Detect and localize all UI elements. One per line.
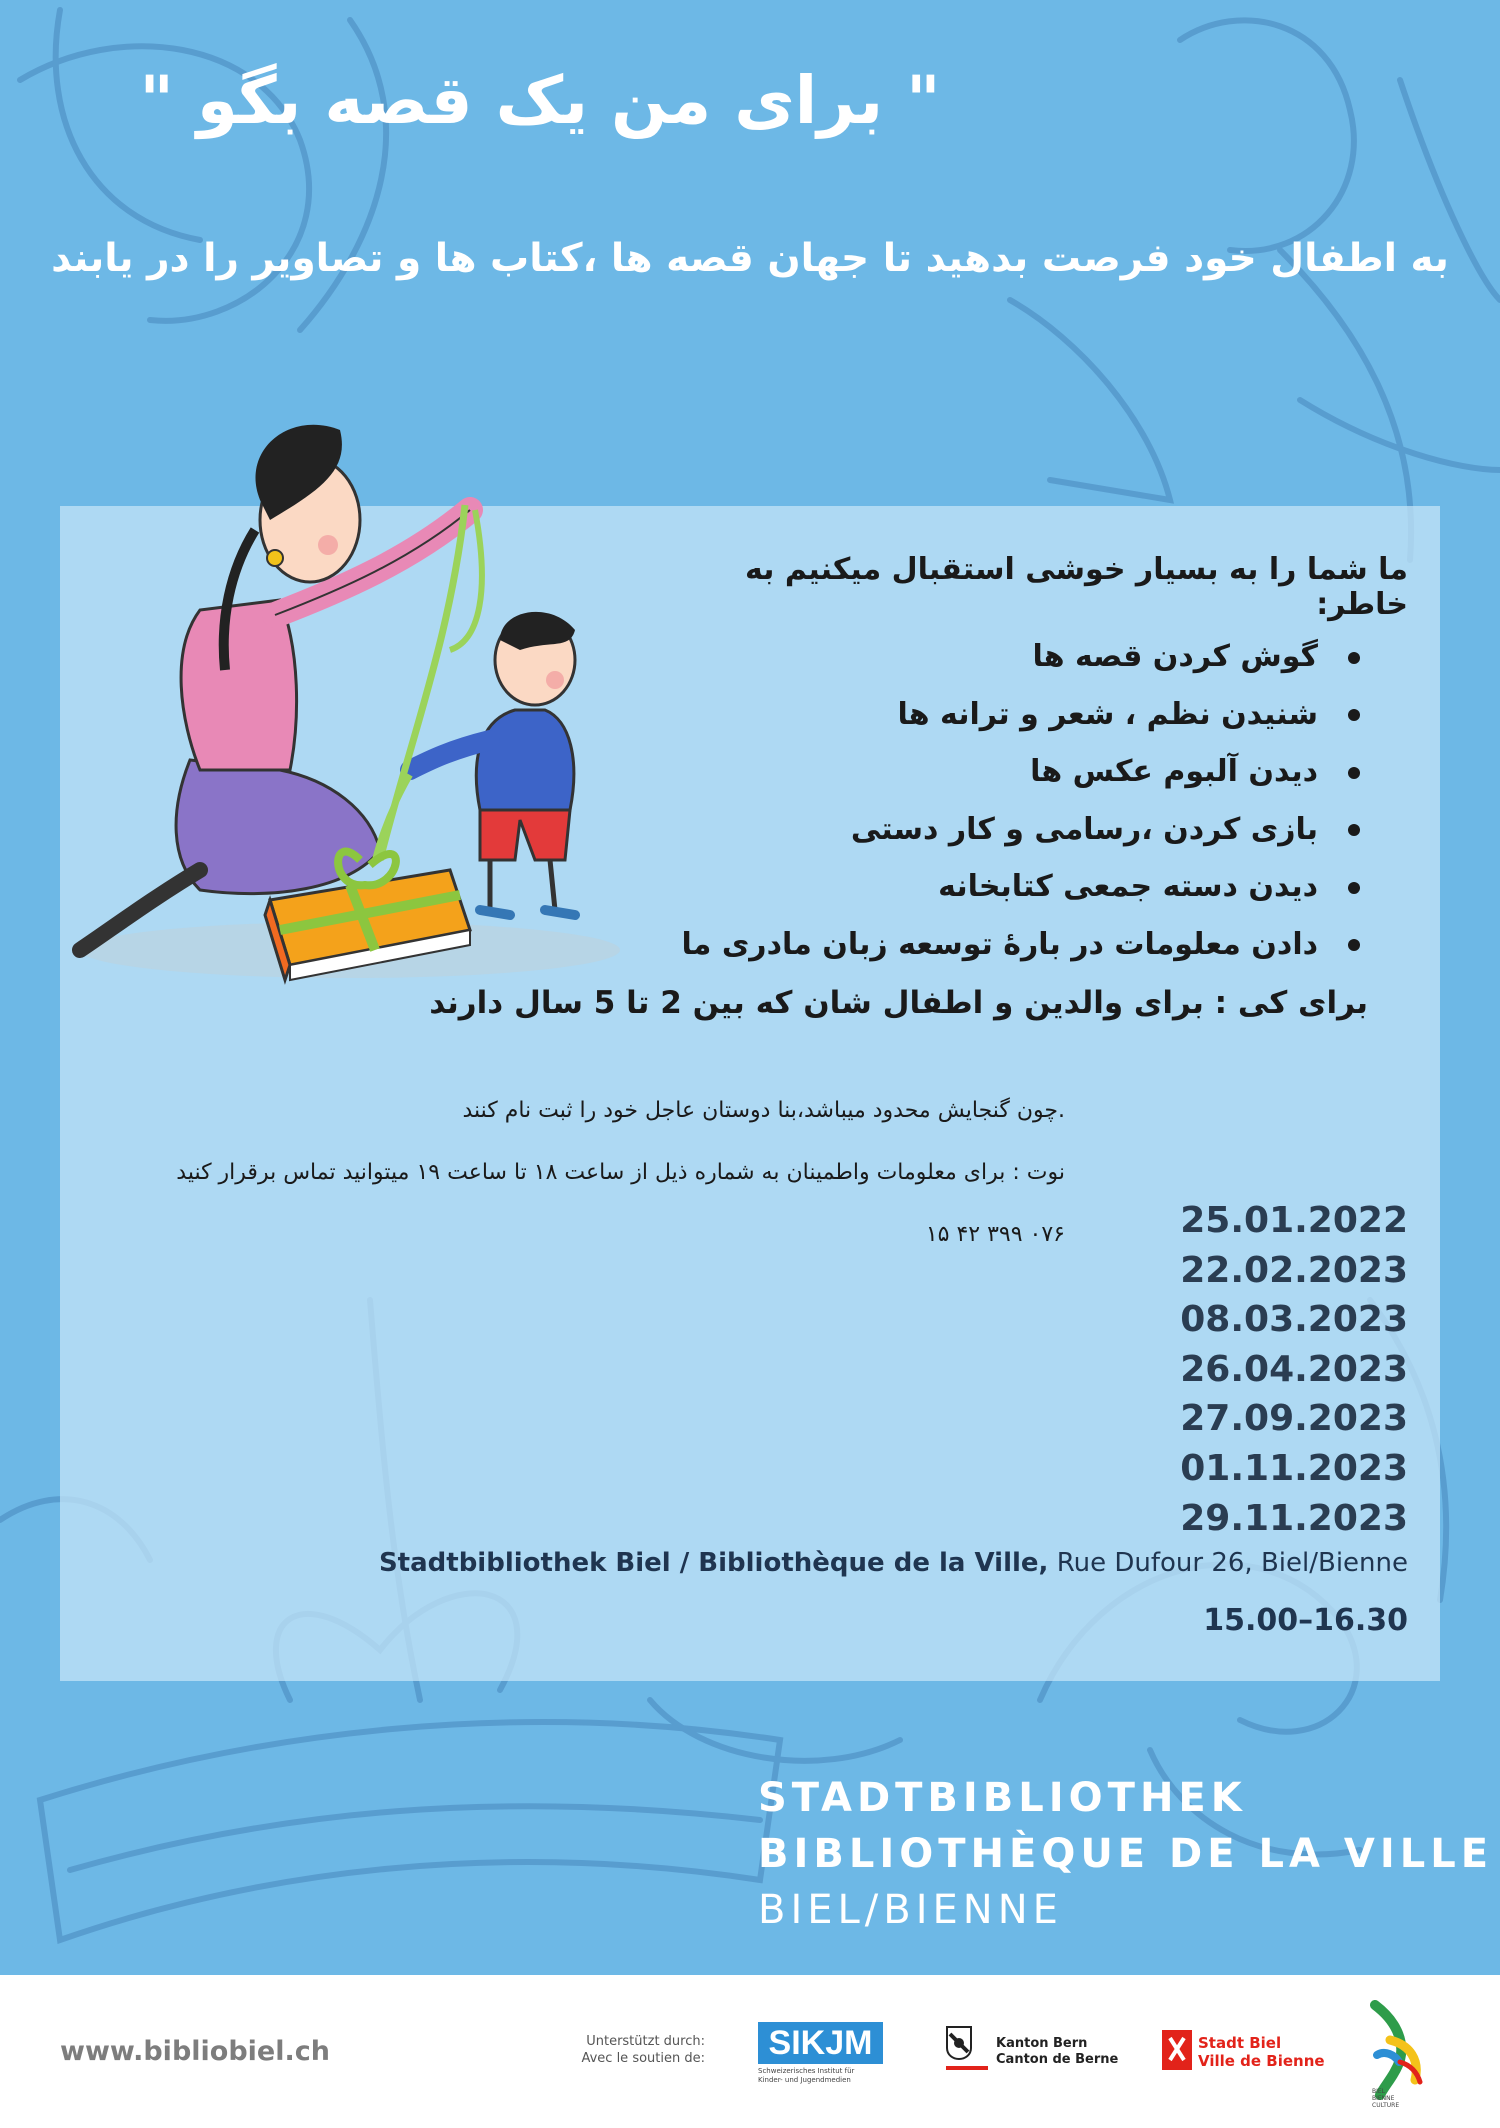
- list-item: دیدن دسته جمعی کتابخانه: [720, 858, 1360, 916]
- date-item: 08.03.2023: [1180, 1299, 1408, 1341]
- culture-bird-logo-icon: [1365, 2000, 1425, 2100]
- capacity-note: .چون گنجایش محدود میباشد،بنا دوستان عاجل خود را ثبت نام کنند: [462, 1098, 1065, 1123]
- culture-logo-text: [1372, 2088, 1399, 2109]
- stadt-logo-line: Stadt Biel: [1198, 2034, 1282, 2052]
- brand-line-3: BIEL/BIENNE: [758, 1887, 1063, 1933]
- event-dates: [1100, 1196, 1408, 1543]
- venue: [379, 1548, 1408, 1578]
- brand-line-1: STADTBIBLIOTHEK: [758, 1775, 1247, 1821]
- date-item: 22.02.2023: [1180, 1249, 1408, 1291]
- stadt-biel-logo: [1198, 2034, 1325, 2070]
- poster-subtitle: به اطفال خود فرصت بدهید تا جهان قصه ها ،کتاب ها و تصاویر را در یابند: [51, 236, 1449, 281]
- culture-logo-line: CULTURE: [1372, 2102, 1400, 2109]
- audience-text: برای کی : برای والدین و اطفال شان که بین 2 تا 5 سال دارند: [429, 985, 1368, 1021]
- list-item: شنیدن نظم ، شعر و ترانه ها: [720, 686, 1360, 744]
- bern-coat-of-arms-icon: [946, 2026, 972, 2060]
- bullet-icon: [1348, 709, 1360, 721]
- date-item: 01.11.2023: [1180, 1447, 1408, 1489]
- date-item: 29.11.2023: [1180, 1497, 1408, 1539]
- activity-list: [681, 628, 1360, 973]
- biel-coat-of-arms-icon: [1162, 2030, 1192, 2070]
- culture-logo-line: BIENNE: [1372, 2095, 1395, 2102]
- event-time: 15.00–16.30: [1203, 1603, 1408, 1638]
- sikjm-caption: Schweizerisches Institut für: [758, 2067, 855, 2075]
- kanton-bern-logo: [996, 2036, 1118, 2068]
- kanton-logo-line: Kanton Bern: [996, 2036, 1088, 2051]
- website-link[interactable]: www.bibliobiel.ch: [60, 2036, 330, 2067]
- support-label-de: Unterstützt durch:: [586, 2034, 705, 2049]
- kanton-logo-line: Canton de Berne: [996, 2052, 1119, 2067]
- venue-name: Stadtbibliothek Biel / Bibliothèque de la Ville,: [378, 1548, 1049, 1578]
- mother-child-gift-illustration: [50, 390, 660, 990]
- sikjm-logo: [758, 2022, 883, 2085]
- contact-note: نوت : برای معلومات واطمینان به شماره ذیل از ساعت ۱۸ تا ساعت ۱۹ میتوانید تماس برقرار کنید: [176, 1160, 1065, 1185]
- culture-logo-line: BIEL: [1372, 2088, 1386, 2095]
- list-item: گوش کردن قصه ها: [720, 628, 1360, 686]
- venue-address: Rue Dufour 26, Biel/Bienne: [1048, 1548, 1408, 1578]
- phone-number: ۰۷۶ ۳۹۹ ۴۲ ۱۵: [925, 1222, 1065, 1247]
- bern-logo-bar: [946, 2066, 988, 2070]
- sikjm-caption: Kinder- und Jugendmedien: [758, 2076, 851, 2084]
- bullet-icon: [1348, 652, 1360, 664]
- bullet-icon: [1348, 767, 1360, 779]
- bullet-icon: [1348, 939, 1360, 951]
- stadt-logo-line: Ville de Bienne: [1198, 2052, 1325, 2070]
- support-text: [530, 2033, 705, 2067]
- list-item: بازی کردن ،رسامی و کار دستی: [720, 801, 1360, 859]
- list-item: دیدن آلبوم عکس ها: [720, 743, 1360, 801]
- date-item: 25.01.2022: [1180, 1200, 1408, 1241]
- library-brand: [758, 1770, 1493, 1938]
- date-item: 26.04.2023: [1180, 1348, 1408, 1390]
- brand-line-2: BIBLIOTHÈQUE DE LA VILLE: [758, 1831, 1494, 1877]
- bullet-icon: [1348, 824, 1360, 836]
- bullet-icon: [1348, 882, 1360, 894]
- date-item: 27.09.2023: [1180, 1398, 1408, 1440]
- support-label-fr: Avec le soutien de:: [581, 2051, 705, 2066]
- poster-title: " برای من یک قصه بگو ": [139, 62, 941, 139]
- welcome-text: ما شما را به بسیار خوشی استقبال میکنیم به خاطر:: [744, 552, 1408, 622]
- list-item: دادن معلومات در بارهٔ توسعه زبان مادری ما: [720, 916, 1360, 974]
- sikjm-logo-text: SIKJM: [758, 2022, 883, 2064]
